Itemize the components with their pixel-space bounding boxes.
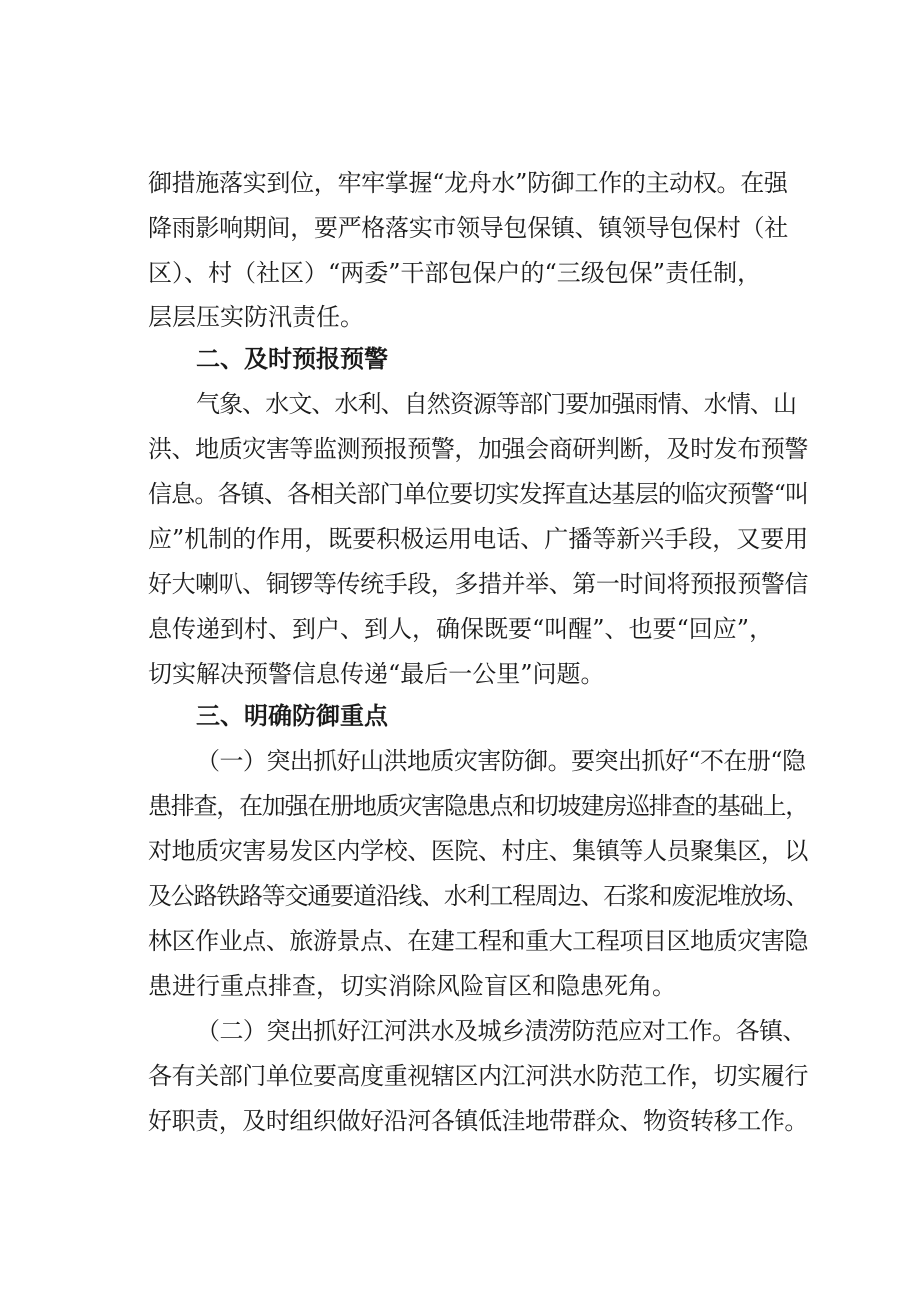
paragraph-line: 患进行重点排查，切实消除风险盲区和隐患死角。 xyxy=(148,972,676,1000)
paragraph-line: 好职责，及时组织做好沿河各镇低洼地带群众、物资转移工作。 xyxy=(148,1107,808,1135)
paragraph-line: 切实解决预警信息传递“最后一公里”问题。 xyxy=(148,660,605,688)
paragraph-line: 对地质灾害易发区内学校、医院、村庄、集镇等人员聚集区，以 xyxy=(148,837,808,865)
paragraph-line: 层层压实防汛责任。 xyxy=(148,303,364,331)
paragraph-line: 应”机制的作用，既要积极运用电话、广播等新兴手段，又要用 xyxy=(148,525,809,553)
section-heading: 三、明确防御重点 xyxy=(196,702,388,730)
paragraph-line: 洪、地质灾害等监测预报预警，加强会商研判断，及时发布预警 xyxy=(148,435,808,463)
paragraph-line: 气象、水文、水利、自然资源等部门要加强雨情、水情、山 xyxy=(196,390,797,418)
section-heading: 二、及时预报预警 xyxy=(196,345,388,373)
paragraph-line: 好大喇叭、铜锣等传统手段，多措并举、第一时间将预报预警信 xyxy=(148,570,808,598)
paragraph-line: 息传递到村、到户、到人，确保既要“叫醒”、也要“回应”， xyxy=(148,615,774,643)
paragraph-line: （二）突出抓好江河洪水及城乡渍涝防范应对工作。各镇、 xyxy=(196,1017,806,1045)
paragraph-line: 林区作业点、旅游景点、在建工程和重大工程项目区地质灾害隐 xyxy=(148,927,808,955)
paragraph-line: 信息。各镇、各相关部门单位要切实发挥直达基层的临灾预警“叫 xyxy=(148,480,809,508)
paragraph-line: 各有关部门单位要高度重视辖区内江河洪水防范工作，切实履行 xyxy=(148,1062,808,1090)
paragraph-line: 御措施落实到位，牢牢掌握“龙舟水”防御工作的主动权。在强 xyxy=(148,169,788,197)
paragraph-line: 患排查，在加强在册地质灾害隐患点和切坡建房巡排查的基础上， xyxy=(148,792,809,820)
paragraph-line: 降雨影响期间，要严格落实市领导包保镇、镇领导包保村（社 xyxy=(148,214,788,242)
paragraph-line: 及公路铁路等交通要道沿线、水利工程周边、石浆和废泥堆放场、 xyxy=(148,882,809,910)
paragraph-line: 区）、村（社区）“两委”干部包保户的“三级包保”责任制， xyxy=(148,259,762,287)
paragraph-line: （一）突出抓好山洪地质灾害防御。要突出抓好“不在册“隐 xyxy=(196,747,806,775)
